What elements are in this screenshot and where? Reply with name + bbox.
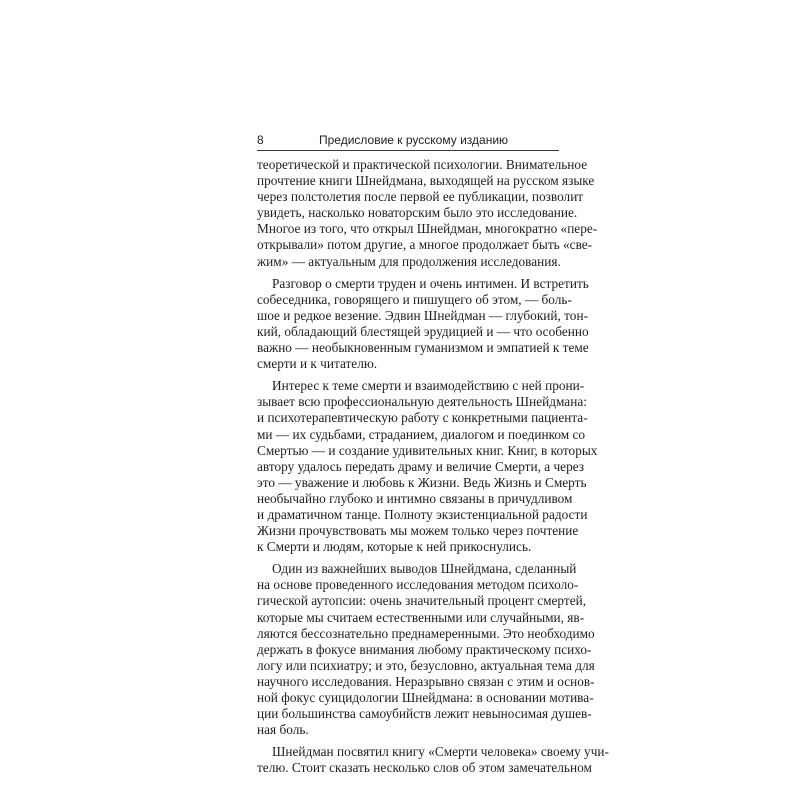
paragraph xyxy=(257,561,595,738)
text-line: важно — необыкновенным гуманизмом и эмпатией к теме xyxy=(257,340,589,356)
text-line: ляются бессознательно преднамеренными. Это необходимо xyxy=(257,625,595,641)
paragraph xyxy=(257,378,598,555)
text-line: Жизни прочувствовать мы можем только через почтение xyxy=(257,523,579,539)
text-line: ции большинства самоубийств лежит невыносимая душев- xyxy=(257,706,592,722)
text-line: держать в фокусе внимания любому практическому психо- xyxy=(257,641,592,657)
section-title: Предисловие к русскому изданию xyxy=(319,133,509,147)
text-line: прочтение книги Шнейдмана, выходящей на русском языке xyxy=(257,173,595,189)
text-line: которые мы считаем естественными или случайными, яв- xyxy=(257,609,585,625)
text-line: научного исследования. Неразрывно связан с этим и основ- xyxy=(257,673,595,689)
body-text xyxy=(257,157,609,776)
text-line: логу или психиатру; и это, безусловно, актуальная тема для xyxy=(257,657,595,673)
text-line: это — уважение и любовь к Жизни. Ведь Жизнь и Смерть xyxy=(257,474,587,490)
text-line: гической аутопсии: очень значительный процент смертей, xyxy=(257,593,587,609)
paragraph xyxy=(257,157,598,270)
text-line: ной фокус суицидологии Шнейдмана: в основании мотива- xyxy=(257,690,594,705)
text-line: Один из важнейших выводов Шнейдмана, сделанный xyxy=(272,561,577,577)
text-line: ми — их судьбами, страданием, диалогом и поединком со xyxy=(257,426,586,442)
text-line: ная боль. xyxy=(257,722,309,738)
text-line: увидеть, насколько новаторским было это исследование. xyxy=(257,205,578,221)
text-line: зывает всю профессиональную деятельность Шнейдмана: xyxy=(257,394,587,410)
text-line: Интерес к теме смерти и взаимодействию с ней прони- xyxy=(272,378,585,394)
page-number: 8 xyxy=(257,133,264,147)
text-line: и психотерапевтическую работу с конкретными пациента- xyxy=(257,410,588,426)
paragraph xyxy=(257,744,609,776)
text-line: необычайно глубоко и интимно связаны в причудливом xyxy=(257,490,573,506)
text-line: теоретической и практической психологии. Внимательное xyxy=(257,157,588,172)
paragraph xyxy=(257,275,589,373)
text-line: Многое из того, что открыл Шнейдман, многократно «пере- xyxy=(257,221,598,237)
text-line: открывали» потом другие, а многое продолжает быть «све- xyxy=(257,237,593,253)
text-line: жим» — актуальным для продолжения исследования. xyxy=(257,253,561,269)
text-line: на основе проведенного исследования методом психоло- xyxy=(257,577,579,593)
text-line: автору удалось передать драму и величие Смерти, а через xyxy=(257,458,585,474)
text-line: кий, обладающий блестящей эрудицией и — что особенно xyxy=(257,323,589,339)
text-line: через полстолетия после первой ее публикации, позволит xyxy=(257,189,584,205)
text-line: шое и редкое везение. Эдвин Шнейдман — глубокий, тон- xyxy=(257,307,588,323)
text-line: смерти и к читателю. xyxy=(257,356,378,372)
running-head xyxy=(257,132,559,151)
text-line: и драматичном танце. Полноту экзистенциальной радости xyxy=(257,506,588,522)
text-line: Смертью — и создание удивительных книг. Книг, в которых xyxy=(257,442,598,458)
text-line: собеседника, говорящего и пишущего об этом, — боль- xyxy=(257,291,572,307)
text-line: Разговор о смерти труден и очень интимен. И встретить xyxy=(272,275,589,291)
text-line: Шнейдман посвятил книгу «Смерти человека» своему учи- xyxy=(272,744,609,760)
text-line: телю. Стоит сказать несколько слов об этом замечательном xyxy=(257,760,592,776)
text-line: к Смерти и людям, которые к ней прикоснулись. xyxy=(257,539,532,555)
